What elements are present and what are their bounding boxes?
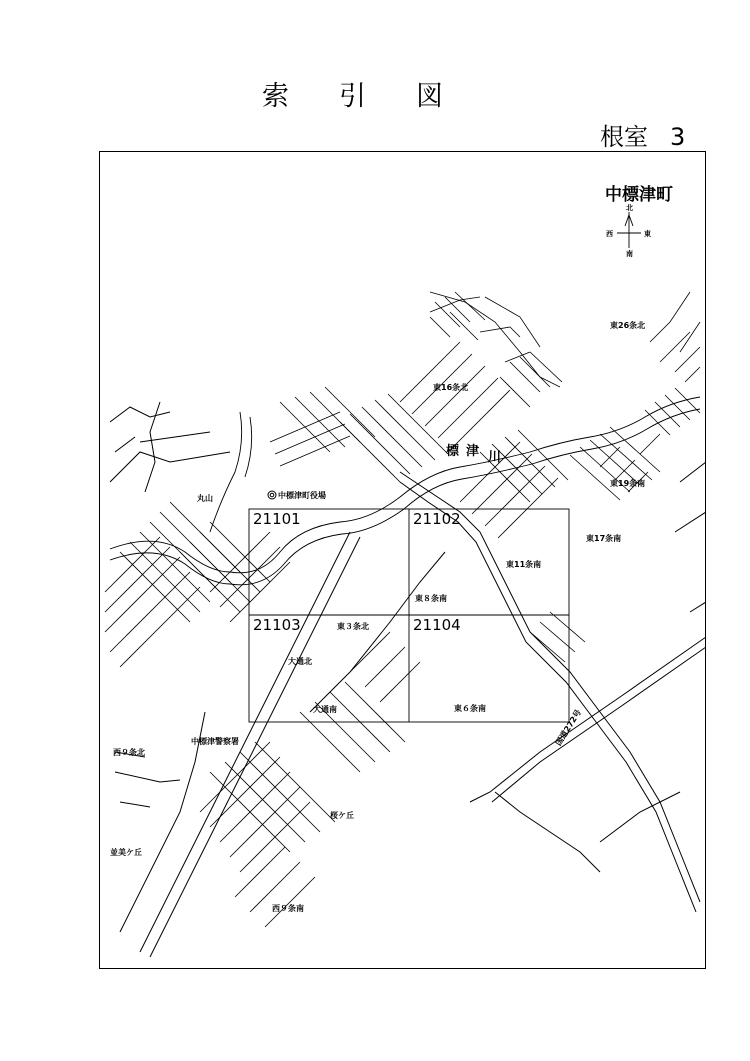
page-title-char-3: 図 (416, 81, 493, 112)
place-maruyama: 丸山 (197, 494, 213, 503)
place-higashi17minami: 東17条南 (586, 534, 622, 543)
compass-west-label: 西 (606, 230, 613, 238)
grid-cell-label-21103[interactable]: 21103 (253, 616, 301, 634)
page-title (262, 74, 492, 114)
town-name: 中標津町 (605, 185, 673, 205)
streets-south (200, 632, 420, 927)
grid-cell-label-21102[interactable]: 21102 (413, 510, 461, 528)
place-higashi11minami: 東11条南 (506, 560, 542, 569)
place-higashi8minami: 東８条南 (415, 594, 447, 603)
town-office-icon (268, 491, 276, 499)
region-name: 根室 (600, 123, 648, 151)
place-nishi9minami: 西９条南 (272, 904, 304, 913)
map-lines (100, 152, 706, 969)
compass-south-label: 南 (626, 250, 633, 258)
place-nishi9kita: 西９条北 (113, 748, 145, 757)
place-higashi3kita: 東３条北 (337, 622, 369, 631)
page-number: 3 (670, 123, 686, 151)
compass-east-label: 東 (644, 230, 651, 238)
compass-rose (617, 212, 641, 248)
place-police: 中標津警察署 (191, 737, 239, 746)
grid-cell-label-21104[interactable]: 21104 (413, 616, 461, 634)
place-higashi26kita: 東26条北 (610, 321, 646, 330)
place-town-office: 中標津町役場 (278, 491, 326, 500)
streets-northeast (430, 292, 700, 500)
page-title-char-2: 引 (339, 81, 416, 112)
page-title-char-1: 索 (262, 81, 339, 112)
place-higashi6minami: 東６条南 (454, 704, 486, 713)
place-higashi19minami: 東19条南 (610, 479, 646, 488)
place-route272: 国道272号 (553, 708, 584, 748)
place-namimigaoka: 並美ケ丘 (110, 848, 142, 857)
river-lines (110, 397, 700, 585)
place-oodoorikita: 大通北 (288, 657, 312, 666)
river-label-char-2: 津 (466, 444, 480, 459)
place-oodoorimimami: 大通南 (313, 705, 337, 714)
page-subtitle (600, 117, 685, 152)
compass-north-label: 北 (626, 204, 633, 212)
index-map[interactable] (99, 151, 706, 969)
river-label-char-3: 川 (488, 450, 502, 465)
river-label-char-1: 標 (446, 444, 460, 459)
place-sakuragaoka: 桜ケ丘 (330, 811, 354, 820)
grid-cell-label-21101[interactable]: 21101 (253, 510, 301, 528)
place-higashi16kita: 東16条北 (433, 383, 469, 392)
